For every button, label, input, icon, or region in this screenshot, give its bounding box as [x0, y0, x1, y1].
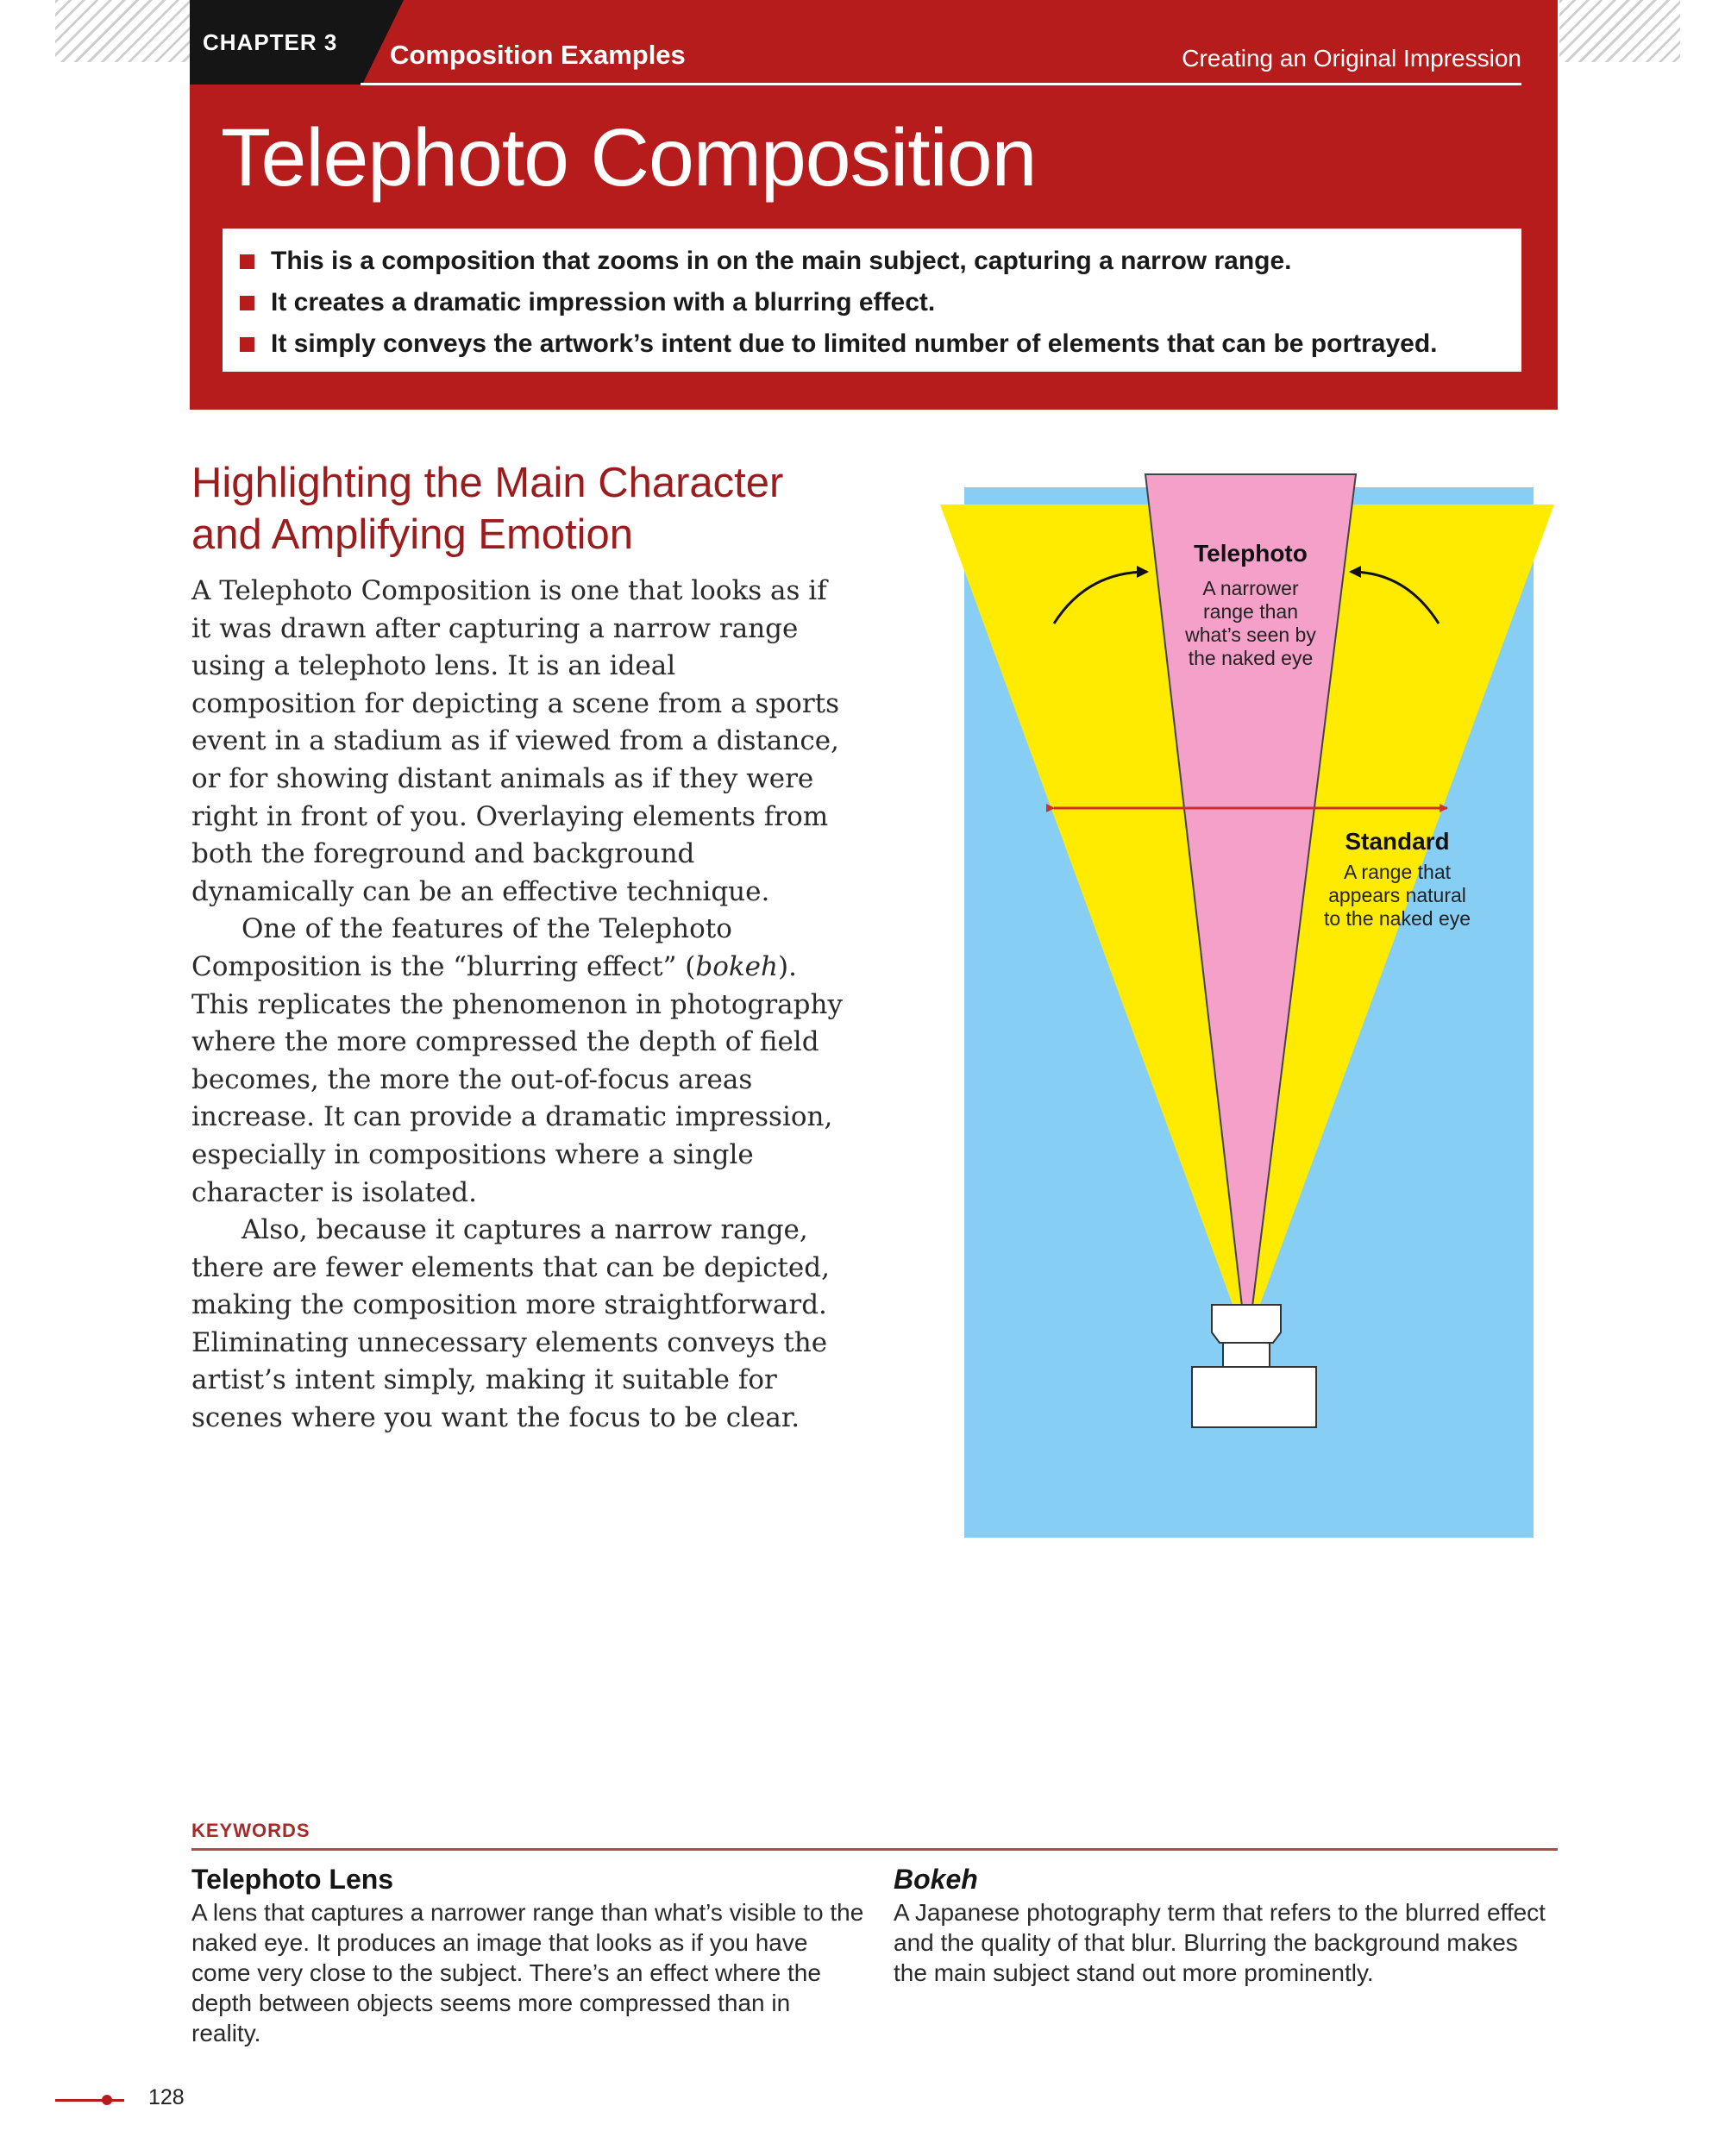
keywords-label: KEYWORDS — [191, 1820, 310, 1841]
paragraph-text: ). This replicates the phenomenon in photography where the more compressed the depth of field becomes, the more the out-of-focus areas increase. It can provide a dramatic impression, especially in compositions where a single character is isolated. — [191, 950, 843, 1208]
keyword-definition: A Japanese photography term that refers to the blurred effect and the quality of that blur. Blurring the background makes the main subject stand out more prominently. — [894, 1899, 1546, 1986]
standard-description: A range that — [1343, 861, 1452, 883]
page-title: Telephoto Composition — [221, 112, 1037, 204]
paragraph-text: One of the features of the Telephoto Composition is the “blurring effect” ( — [191, 913, 732, 982]
summary-item: This is a composition that zooms in on the main subject, capturing a narrow range. — [240, 241, 1504, 282]
telephoto-description: A narrower — [1202, 577, 1299, 599]
keyword-entry — [191, 1861, 864, 2048]
decorative-stripes-left — [55, 0, 193, 62]
keywords-rule — [191, 1848, 1558, 1851]
decorative-stripes-right — [1559, 0, 1680, 62]
section-title: Composition Examples — [390, 40, 686, 70]
header-rule — [361, 83, 1521, 85]
keyword-entry — [894, 1861, 1558, 1988]
chapter-label: CHAPTER 3 — [190, 0, 362, 85]
keyword-definition: A lens that captures a narrower range than what’s visible to the naked eye. It produces an image that looks as if you have come very close to the subject. There’s an effect where the depth between objects seems more compressed than in reality. — [191, 1899, 864, 2046]
telephoto-description: range than — [1203, 600, 1298, 623]
keyword-term: Telephoto Lens — [191, 1864, 394, 1895]
section-heading-line: Highlighting the Main Character — [191, 460, 784, 506]
page-marker-dot — [102, 2095, 112, 2105]
summary-item: It simply conveys the artwork’s intent due to limited number of elements that can be portrayed. — [240, 323, 1504, 365]
paragraph — [191, 911, 847, 1212]
standard-description: to the naked eye — [1323, 907, 1471, 930]
page-marker-line — [55, 2099, 124, 2102]
telephoto-description: what’s seen by — [1185, 624, 1316, 646]
summary-box — [223, 229, 1521, 372]
paragraph: Also, because it captures a narrow range, there are fewer elements that can be depicted, making the composition more straightforward. Eliminating unnecessary elements conveys the artist’s intent simply, making it suitable for scenes where you want the focus to be clear. — [191, 1214, 830, 1434]
article-body — [191, 573, 847, 1438]
page-number: 128 — [148, 2085, 185, 2109]
bokeh-term: bokeh — [695, 950, 778, 982]
standard-label: Standard — [1345, 828, 1450, 855]
diagram-svg — [940, 470, 1561, 1539]
section-heading-line: and Amplifying Emotion — [191, 511, 634, 558]
lens-range-diagram — [940, 470, 1561, 1539]
telephoto-label: Telephoto — [1194, 540, 1308, 567]
telephoto-description: the naked eye — [1188, 647, 1314, 669]
summary-item: It creates a dramatic impression with a blurring effect. — [240, 282, 1504, 323]
keyword-term: Bokeh — [894, 1864, 978, 1895]
paragraph: A Telephoto Composition is one that looks as if it was drawn after capturing a narrow range using a telephoto lens. It is an ideal composition for depicting a scene from a sports event in a stadium as if viewed from a distance, or for showing distant animals as if they were right in front of you. Overlaying elements from both the foreground and background dynamically can be an effective technique. — [191, 575, 840, 907]
standard-description: appears natural — [1328, 884, 1466, 906]
chapter-header — [190, 0, 1558, 410]
summary-list — [240, 241, 1504, 365]
running-head: Creating an Original Impression — [1182, 45, 1521, 72]
section-heading — [191, 457, 783, 561]
